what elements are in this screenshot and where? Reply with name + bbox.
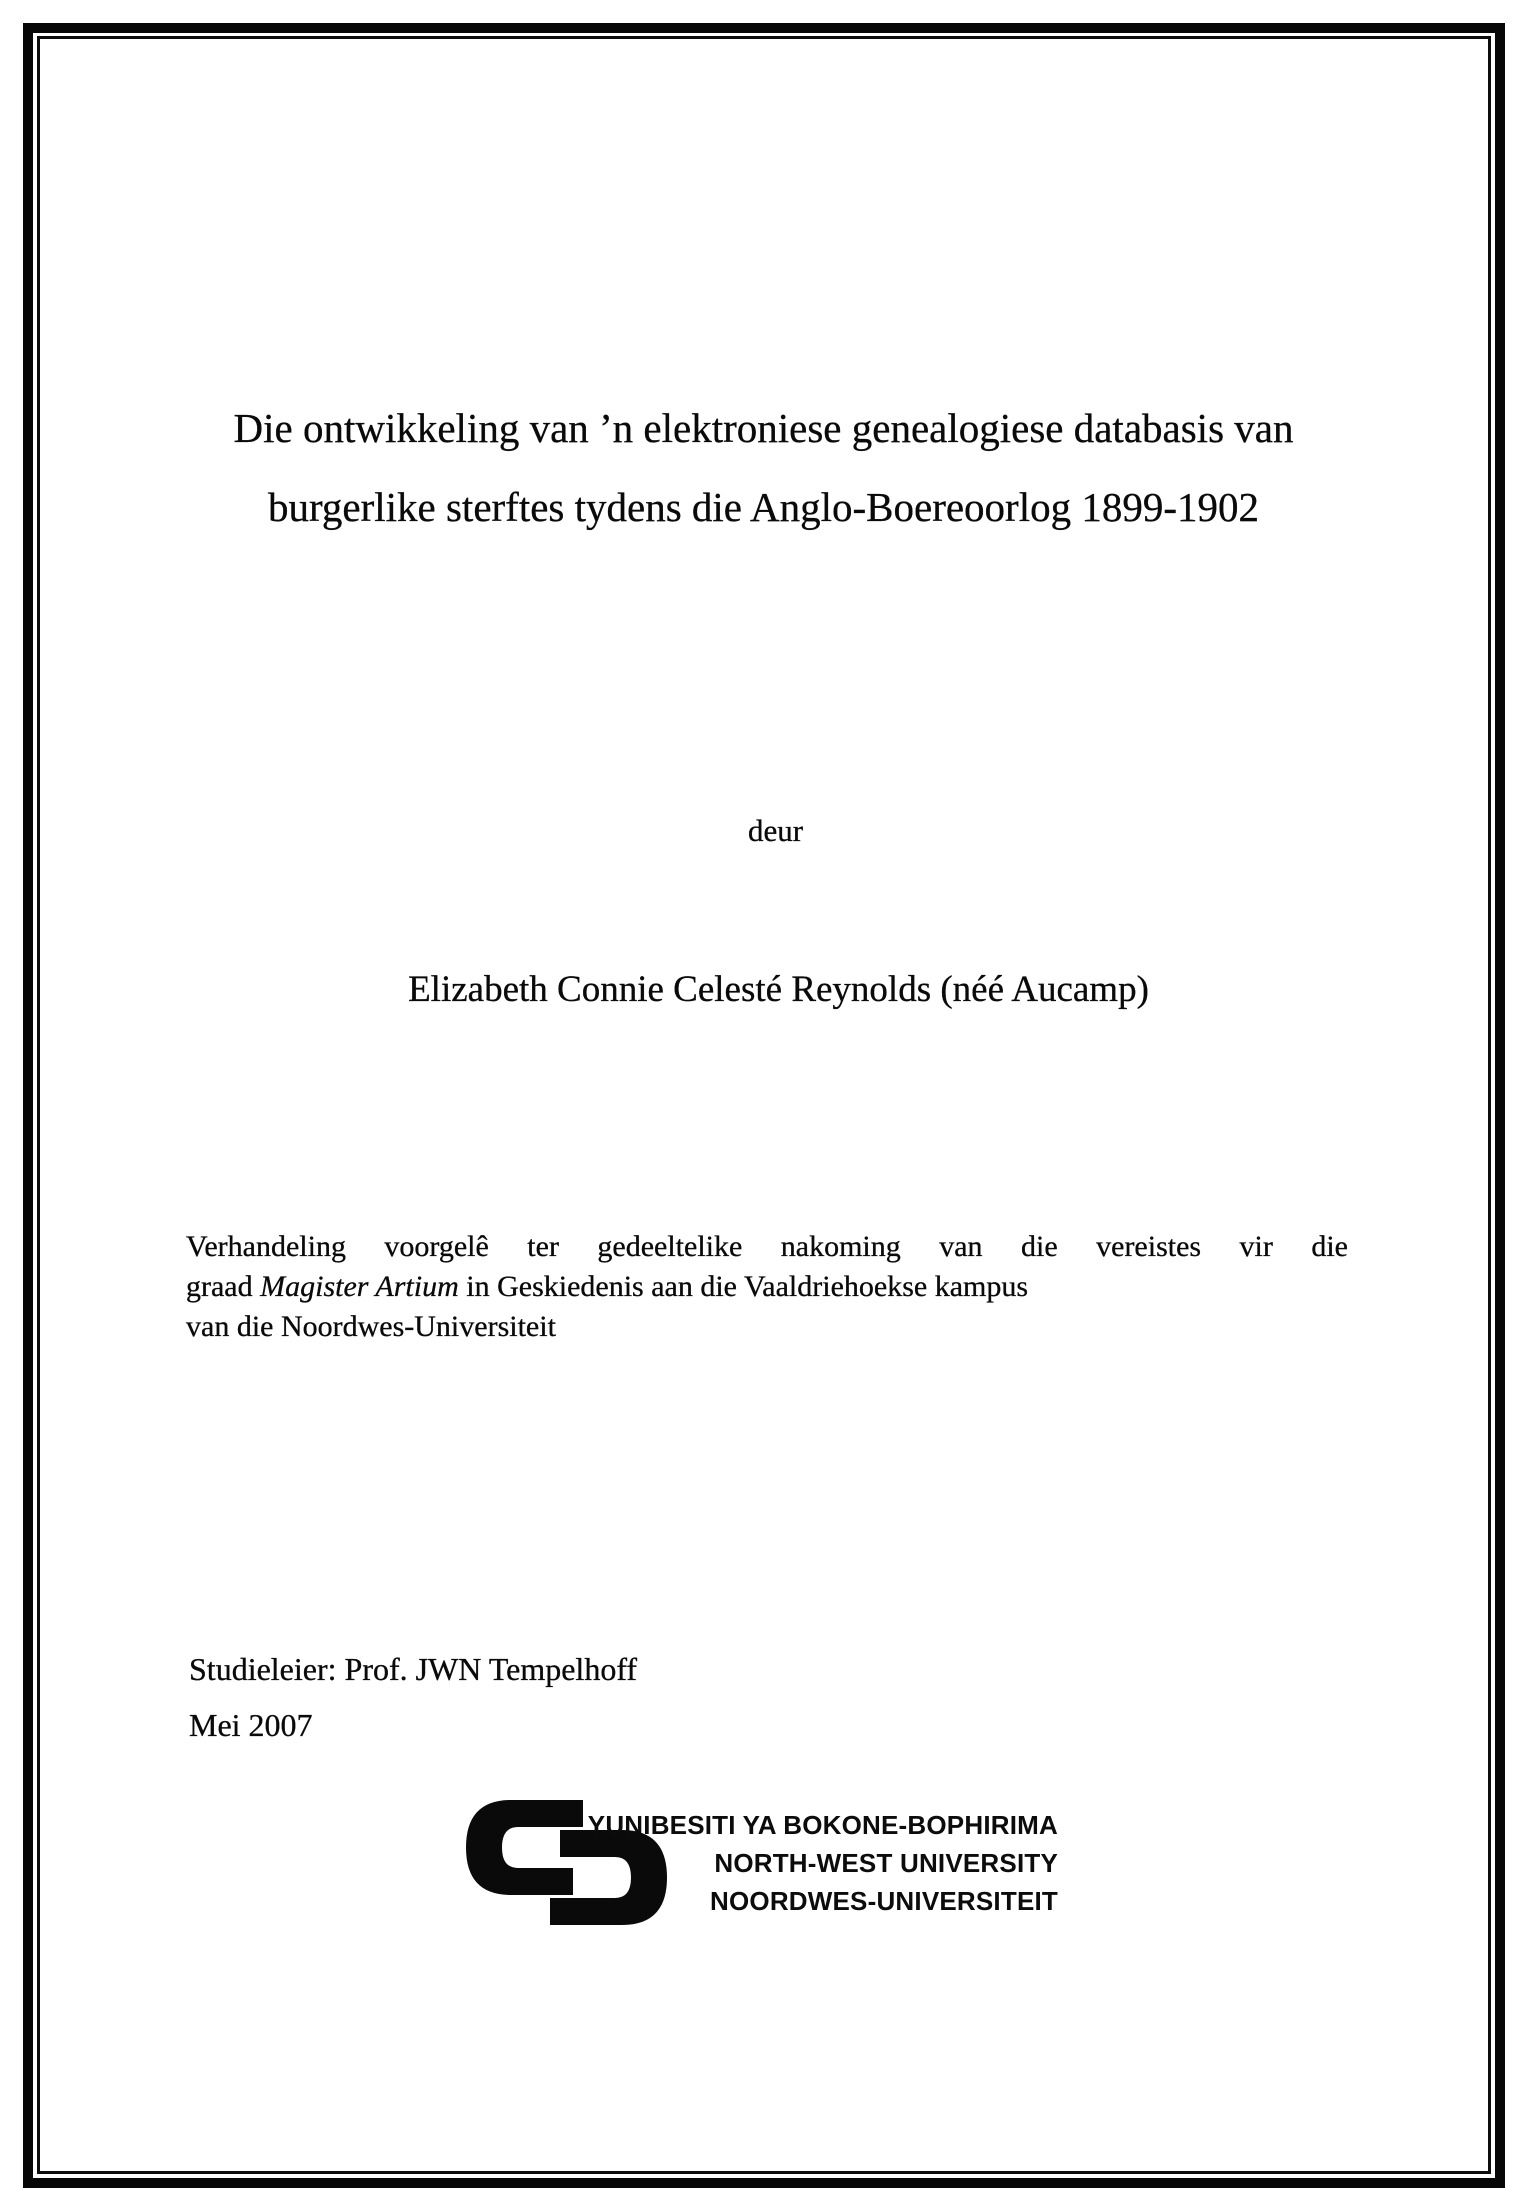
date-line: Mei 2007 bbox=[189, 1707, 313, 1743]
logo-line-english: NORTH-WEST UNIVERSITY bbox=[714, 1848, 1058, 1878]
statement-line-2 bbox=[186, 1267, 1348, 1307]
thesis-title bbox=[60, 389, 1467, 547]
supervisor-block bbox=[189, 1641, 637, 1753]
statement-line-3: van die Noordwes-Universiteit bbox=[186, 1310, 556, 1343]
logo-line-afrikaans: NOORDWES-UNIVERSITEIT bbox=[710, 1886, 1058, 1916]
byline-label: deur bbox=[747, 813, 804, 848]
logo-line-setswana: YUNIBESITI YA BOKONE-BOPHIRIMA bbox=[587, 1810, 1058, 1840]
statement-line-2-pre: graad bbox=[186, 1270, 261, 1303]
degree-statement bbox=[186, 1227, 1348, 1347]
degree-name-italic: Magister Artium bbox=[260, 1270, 459, 1303]
supervisor-line: Studieleier: Prof. JWN Tempelhoff bbox=[189, 1651, 638, 1687]
title-line-2: burgerlike sterftes tydens die Anglo-Boereoorlog 1899-1902 bbox=[267, 484, 1259, 530]
university-logo-text bbox=[558, 1806, 1058, 1920]
title-line-1: Die ontwikkeling van ’n elektroniese genealogiese databasis van bbox=[233, 405, 1294, 451]
statement-line-2-post: in Geskiedenis aan die Vaaldriehoekse kampus bbox=[458, 1270, 1029, 1303]
statement-line-1: Verhandeling voorgelê ter gedeeltelike nakoming van die vereistes vir die bbox=[186, 1230, 1348, 1263]
author-name: Elizabeth Connie Celesté Reynolds (néé Aucamp) bbox=[408, 969, 1149, 1010]
